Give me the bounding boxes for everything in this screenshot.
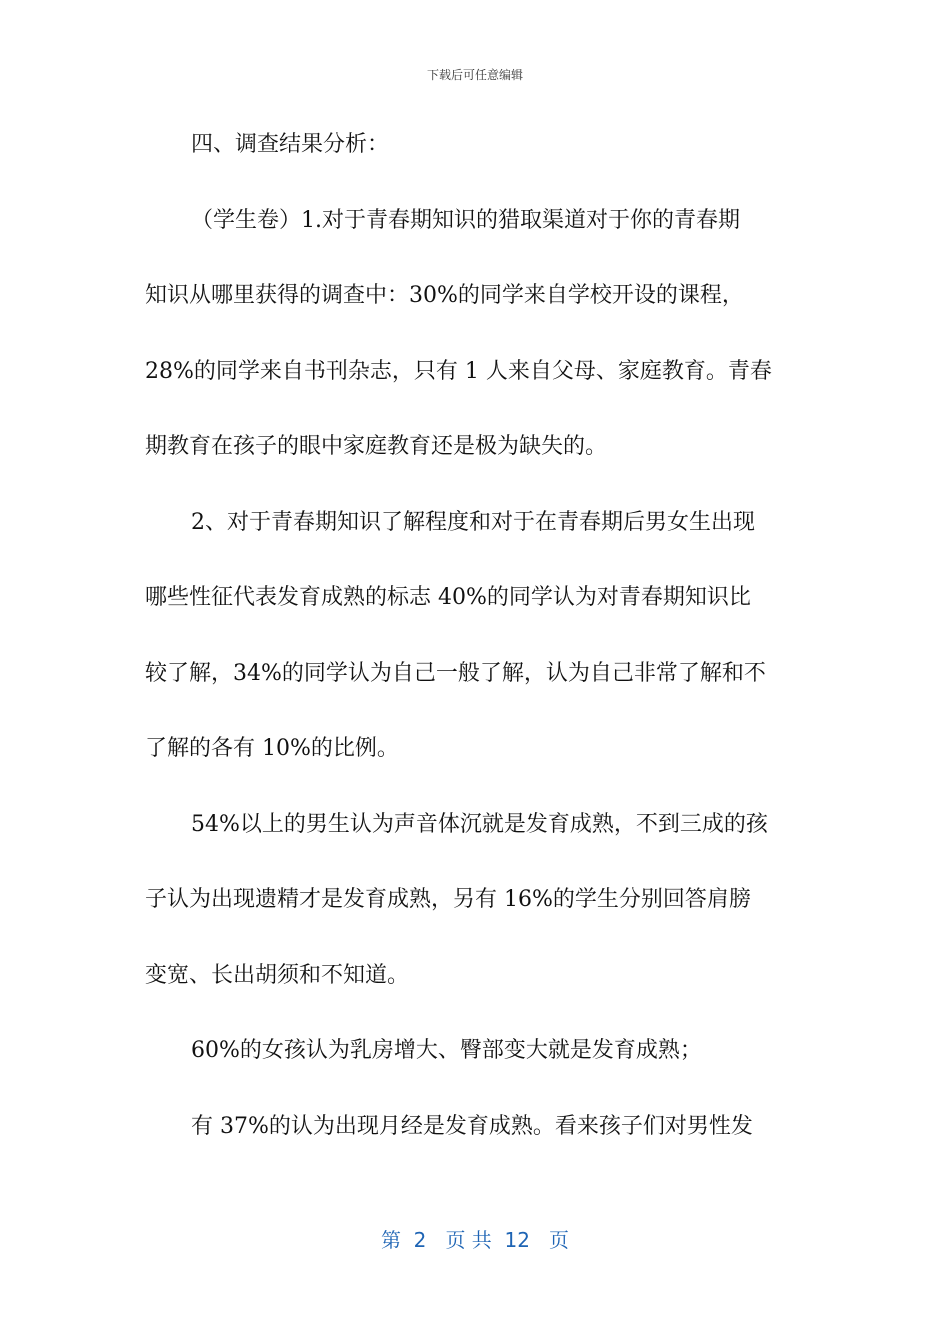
paragraph-line: 变宽、长出胡须和不知道。 xyxy=(145,962,410,988)
paragraph-line: 了解的各有 10%的比例。 xyxy=(145,736,399,761)
paragraph-line: 较了解，34%的同学认为自己一般了解，认为自己非常了解和不 xyxy=(145,660,766,686)
page-header: 下载后可任意编辑 xyxy=(426,68,523,82)
page-number-footer: 第 2 页 共 12 页 xyxy=(380,1228,570,1252)
paragraph-line: 28%的同学来自书刊杂志，只有 1 人来自父母、家庭教育。青春 xyxy=(145,358,772,384)
paragraph-line: （学生卷）1.对于青春期知识的猎取渠道对于你的青春期 xyxy=(191,207,740,233)
paragraph-line: 哪些性征代表发育成熟的标志 40%的同学认为对青春期知识比 xyxy=(145,585,751,610)
document-body xyxy=(145,120,805,1177)
paragraph-line: 知识从哪里获得的调查中：30%的同学来自学校开设的课程， xyxy=(145,283,744,308)
paragraph-line: 有 37%的认为出现月经是发育成熟。看来孩子们对男性发 xyxy=(191,1113,753,1139)
section-heading: 四、调查结果分析： xyxy=(191,132,390,157)
paragraph-line: 期教育在孩子的眼中家庭教育还是极为缺失的。 xyxy=(145,434,608,459)
paragraph-line: 60%的女孩认为乳房增大、臀部变大就是发育成熟； xyxy=(191,1038,702,1063)
paragraph-line: 54%以上的男生认为声音体沉就是发育成熟，不到三成的孩 xyxy=(191,811,768,837)
paragraph-line: 2、对于青春期知识了解程度和对于在青春期后男女生出现 xyxy=(191,509,755,535)
paragraph-line: 子认为出现遗精才是发育成熟，另有 16%的学生分别回答肩膀 xyxy=(145,887,751,912)
